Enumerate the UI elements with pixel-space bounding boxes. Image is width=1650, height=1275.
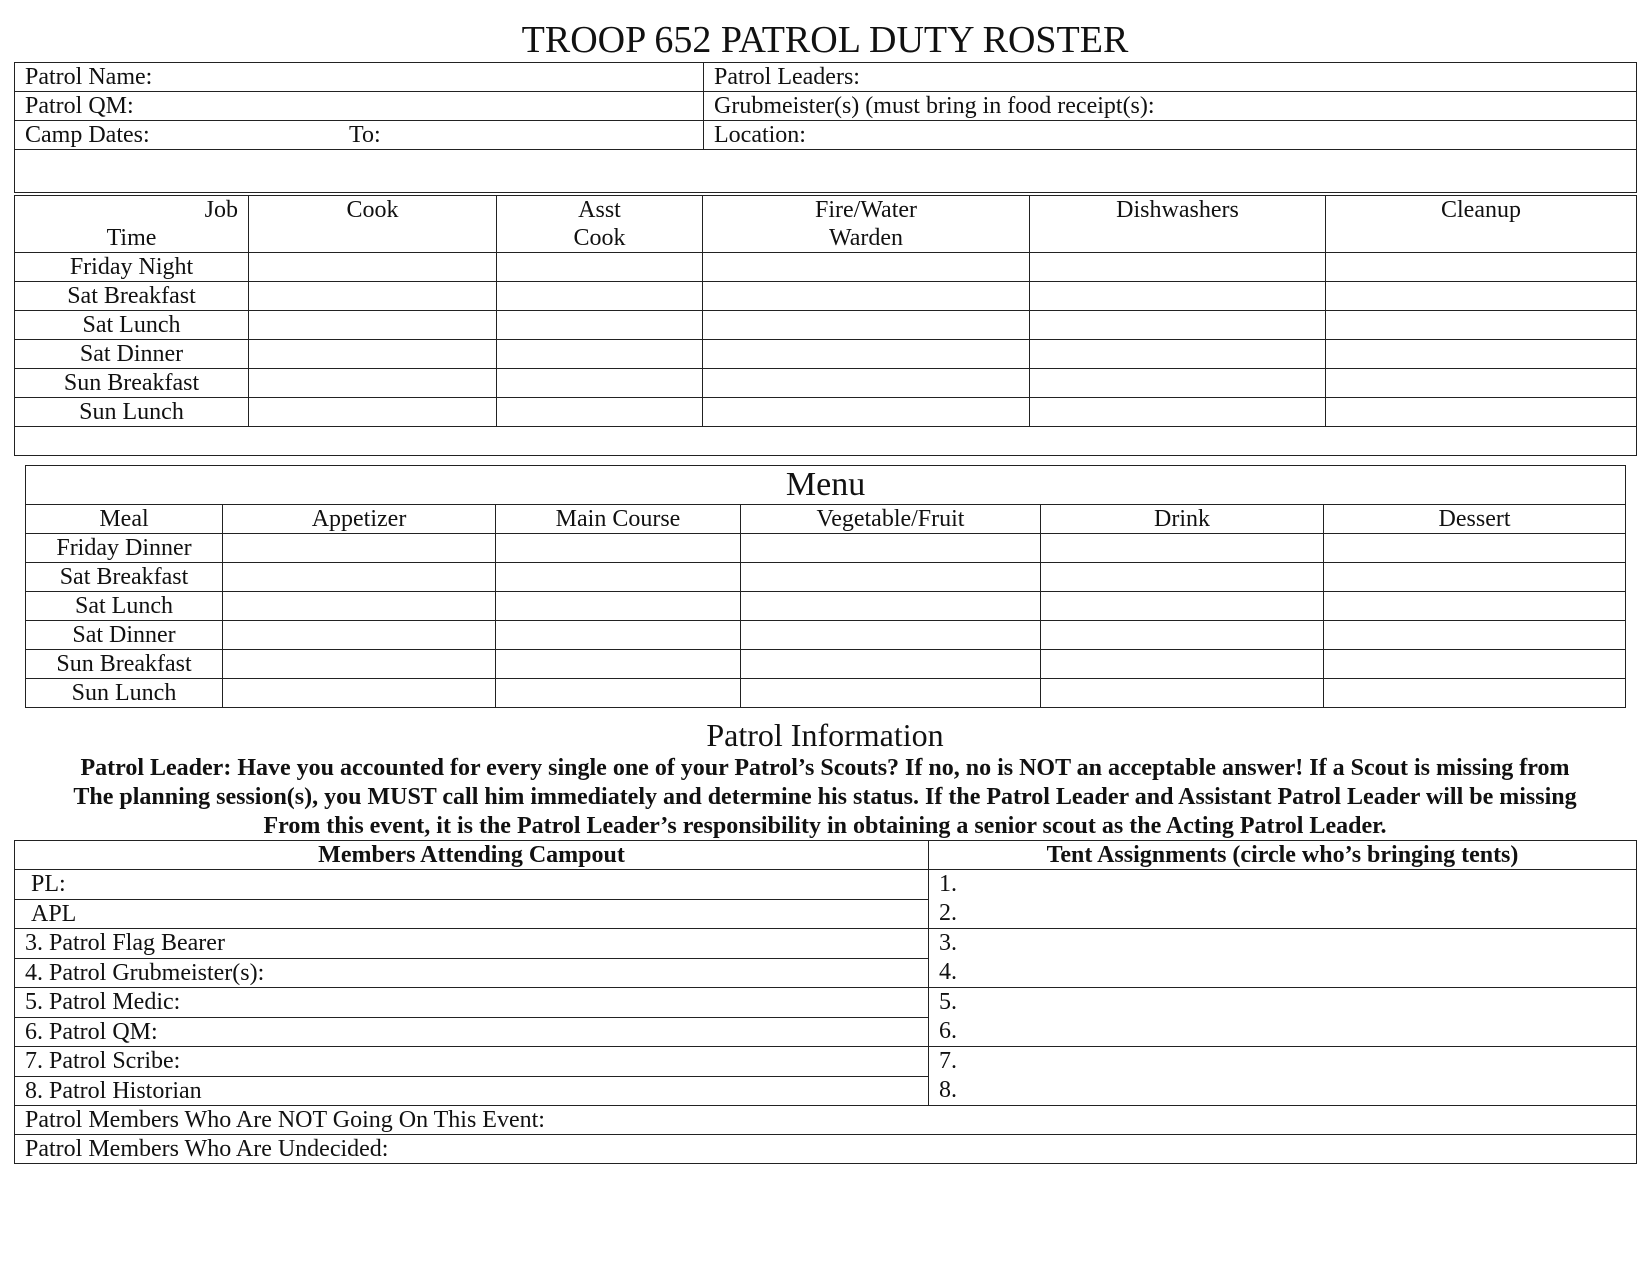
duty-time-label: Friday Night (15, 253, 249, 282)
menu-cell[interactable] (1041, 621, 1324, 650)
duty-row (15, 398, 1637, 427)
member-role-field[interactable]: 3. Patrol Flag Bearer (15, 929, 929, 959)
menu-cell[interactable] (1041, 650, 1324, 679)
time-label: Time (106, 225, 157, 251)
tent-assignment-cell[interactable] (929, 1047, 1637, 1106)
tent-assignment-cell[interactable] (929, 988, 1637, 1047)
menu-cell[interactable] (1041, 563, 1324, 592)
duty-row (15, 311, 1637, 340)
menu-column-header: Appetizer (223, 505, 496, 534)
patrol-leaders-field[interactable]: Patrol Leaders: (704, 63, 1637, 92)
duty-cell[interactable] (497, 311, 703, 340)
duty-cell[interactable] (249, 340, 497, 369)
location-field[interactable]: Location: (704, 121, 1637, 150)
menu-column-header: Meal (26, 505, 223, 534)
menu-cell[interactable] (223, 679, 496, 708)
duty-cell[interactable] (1326, 340, 1637, 369)
menu-meal-label: Sat Dinner (26, 621, 223, 650)
duty-time-label: Sun Breakfast (15, 369, 249, 398)
menu-row (26, 679, 1626, 708)
duty-cell[interactable] (703, 340, 1030, 369)
menu-cell[interactable] (741, 563, 1041, 592)
members-attending-header: Members Attending Campout (15, 841, 929, 870)
duty-cell[interactable] (1326, 398, 1637, 427)
tent-assignment-cell[interactable] (929, 929, 1637, 988)
duty-row (15, 253, 1637, 282)
menu-cell[interactable] (223, 534, 496, 563)
col-asst-label: Asst (578, 197, 621, 223)
member-row (15, 870, 1637, 900)
menu-cell[interactable] (1324, 650, 1626, 679)
menu-column-header: Main Course (496, 505, 741, 534)
duty-cell[interactable] (703, 253, 1030, 282)
duty-time-label: Sun Lunch (15, 398, 249, 427)
menu-cell[interactable] (1041, 592, 1324, 621)
menu-meal-label: Sun Breakfast (26, 650, 223, 679)
menu-cell[interactable] (741, 679, 1041, 708)
duty-cell[interactable] (497, 398, 703, 427)
menu-cell[interactable] (741, 621, 1041, 650)
patrol-information-heading: Patrol Information (706, 717, 944, 753)
col-cook (249, 196, 497, 253)
job-label: Job (204, 197, 238, 223)
duty-cell[interactable] (703, 282, 1030, 311)
menu-cell[interactable] (496, 534, 741, 563)
grubmeister-field[interactable]: Grubmeister(s) (must bring in food receipt(s): (704, 92, 1637, 121)
duty-cell[interactable] (249, 369, 497, 398)
member-row (15, 988, 1637, 1018)
menu-cell[interactable] (223, 650, 496, 679)
menu-meal-label: Sun Lunch (26, 679, 223, 708)
menu-table (25, 465, 1626, 708)
member-row (15, 929, 1637, 959)
col-asst-cook (497, 196, 703, 253)
col-cleanup-label: Cleanup (1441, 197, 1521, 223)
menu-cell[interactable] (1324, 563, 1626, 592)
col-fire-label: Fire/Water (814, 197, 918, 223)
menu-cell[interactable] (1324, 621, 1626, 650)
tent-number: 6. (939, 1018, 957, 1044)
tent-assignment-cell[interactable] (929, 870, 1637, 929)
menu-meal-label: Friday Dinner (26, 534, 223, 563)
patrol-info-table (14, 62, 1637, 193)
camp-dates-label: Camp Dates: (25, 122, 150, 148)
col-cook2-label: Cook (573, 225, 626, 251)
duty-gap-row (15, 427, 1637, 456)
duty-cell[interactable] (1030, 253, 1326, 282)
tent-number: 3. (939, 930, 957, 956)
blank-row (15, 150, 1637, 193)
col-dishwashers (1030, 196, 1326, 253)
col-dish-label: Dishwashers (1116, 197, 1239, 223)
menu-row (26, 592, 1626, 621)
menu-cell[interactable] (496, 650, 741, 679)
member-role-field[interactable]: 6. Patrol QM: (15, 1017, 929, 1047)
duty-cell[interactable] (1030, 369, 1326, 398)
menu-cell[interactable] (496, 563, 741, 592)
duty-cell[interactable] (497, 253, 703, 282)
duty-cell[interactable] (1326, 311, 1637, 340)
tent-number: 1. (939, 871, 957, 897)
tent-number: 2. (939, 900, 957, 926)
col-cleanup (1326, 196, 1637, 253)
menu-title: Menu (26, 466, 1626, 505)
menu-column-header: Vegetable/Fruit (741, 505, 1041, 534)
duty-time-label: Sat Lunch (15, 311, 249, 340)
duty-cell[interactable] (1326, 282, 1637, 311)
tent-number: 4. (939, 959, 957, 985)
menu-cell[interactable] (741, 650, 1041, 679)
duty-cell[interactable] (1030, 340, 1326, 369)
member-row (15, 1047, 1637, 1077)
tent-number: 8. (939, 1077, 957, 1103)
patrol-leader-notice (18, 754, 1632, 841)
menu-cell[interactable] (741, 534, 1041, 563)
menu-cell[interactable] (1324, 534, 1626, 563)
tent-number: 5. (939, 989, 957, 1015)
duty-cell[interactable] (1030, 398, 1326, 427)
duty-cell[interactable] (1326, 253, 1637, 282)
member-role-field[interactable]: 5. Patrol Medic: (15, 988, 929, 1018)
menu-cell[interactable] (496, 679, 741, 708)
job-time-header (15, 196, 249, 253)
duty-row (15, 282, 1637, 311)
duty-cell[interactable] (497, 369, 703, 398)
duty-cell[interactable] (249, 311, 497, 340)
duty-cell[interactable] (1030, 282, 1326, 311)
duty-cell[interactable] (703, 311, 1030, 340)
duty-cell[interactable] (1326, 369, 1637, 398)
duty-cell[interactable] (703, 369, 1030, 398)
patrol-name-field[interactable]: Patrol Name: (15, 63, 704, 92)
notice-line: The planning session(s), you MUST call him immediately and determine his status. If the Patrol Leader and Assistant Patrol Leader will be missing (73, 784, 1577, 810)
menu-header-row (26, 505, 1626, 534)
menu-meal-label: Sat Breakfast (26, 563, 223, 592)
undecided-field[interactable]: Patrol Members Who Are Undecided: (15, 1135, 1637, 1164)
duty-cell[interactable] (497, 340, 703, 369)
camp-dates-field[interactable] (15, 121, 704, 150)
member-role-field[interactable]: PL: (15, 870, 929, 900)
duty-time-label: Sat Dinner (15, 340, 249, 369)
menu-row (26, 534, 1626, 563)
menu-cell[interactable] (223, 621, 496, 650)
menu-column-header: Drink (1041, 505, 1324, 534)
patrol-qm-field[interactable]: Patrol QM: (15, 92, 704, 121)
duty-row (15, 340, 1637, 369)
menu-cell[interactable] (223, 592, 496, 621)
members-table (14, 840, 1637, 1164)
to-date-label: To: (349, 122, 381, 148)
duty-cell[interactable] (249, 282, 497, 311)
not-going-field[interactable]: Patrol Members Who Are NOT Going On This Event: (15, 1106, 1637, 1135)
member-role-field[interactable]: APL (15, 899, 929, 929)
menu-row (26, 650, 1626, 679)
tent-number: 7. (939, 1048, 957, 1074)
menu-cell[interactable] (1324, 679, 1626, 708)
menu-cell[interactable] (1324, 592, 1626, 621)
menu-column-header: Dessert (1324, 505, 1626, 534)
duty-cell[interactable] (1030, 311, 1326, 340)
menu-cell[interactable] (1041, 534, 1324, 563)
page-title: TROOP 652 PATROL DUTY ROSTER (521, 19, 1129, 61)
member-role-field[interactable]: 4. Patrol Grubmeister(s): (15, 958, 929, 988)
menu-meal-label: Sat Lunch (26, 592, 223, 621)
menu-cell[interactable] (1041, 679, 1324, 708)
member-role-field[interactable]: 7. Patrol Scribe: (15, 1047, 929, 1077)
menu-cell[interactable] (496, 621, 741, 650)
duty-cell[interactable] (249, 253, 497, 282)
duty-roster-table (14, 195, 1637, 456)
duty-time-label: Sat Breakfast (15, 282, 249, 311)
notice-line: Patrol Leader: Have you accounted for every single one of your Patrol’s Scouts? If no, no is NOT an acceptable answer! If a Scout is missing from (80, 755, 1570, 781)
notice-line: From this event, it is the Patrol Leader’s responsibility in obtaining a senior scout as the Acting Patrol Leader. (263, 813, 1387, 839)
col-cook-label: Cook (346, 197, 399, 223)
menu-cell[interactable] (223, 563, 496, 592)
menu-row (26, 621, 1626, 650)
menu-cell[interactable] (496, 592, 741, 621)
duty-cell[interactable] (249, 398, 497, 427)
member-role-field[interactable]: 8. Patrol Historian (15, 1076, 929, 1106)
col-warden-label: Warden (828, 225, 904, 251)
menu-cell[interactable] (741, 592, 1041, 621)
duty-cell[interactable] (703, 398, 1030, 427)
duty-row (15, 369, 1637, 398)
col-fire-water-warden (703, 196, 1030, 253)
menu-row (26, 563, 1626, 592)
tent-assignments-header: Tent Assignments (circle who’s bringing tents) (929, 841, 1637, 870)
duty-cell[interactable] (497, 282, 703, 311)
